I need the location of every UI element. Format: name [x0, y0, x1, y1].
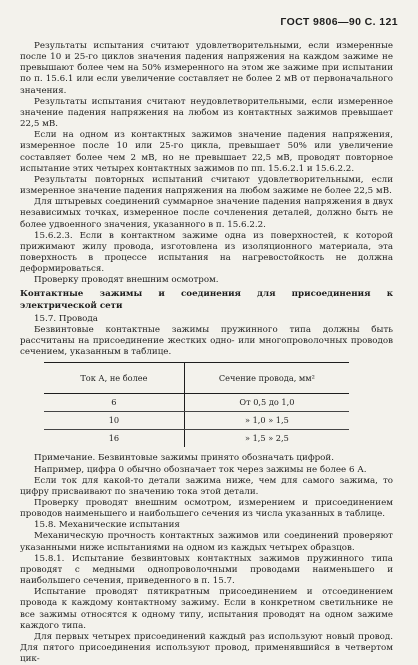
bottom-section: [20, 453, 393, 665]
paragraph: Примечание. Безвинтовые зажимы принято обозначать цифрой.: [34, 453, 334, 464]
table-cell-current: 10: [44, 412, 184, 430]
paragraph: 15.7. Провода: [34, 313, 98, 324]
document-body: [20, 41, 393, 665]
table-cell-section: От 0,5 до 1,0: [184, 394, 349, 412]
table-cell-section: » 1,5 » 2,5: [244, 433, 289, 444]
table-cell-current: 16: [44, 430, 184, 448]
paragraph: 15.8. Механические испытания: [34, 520, 180, 531]
table-row: [44, 412, 349, 430]
paragraph: Результаты испытания считают неудовлетворительными, если измеренное значение падения напряжения на любом из контактных зажимов превышает 22,5 мВ.: [20, 96, 393, 130]
table-header-current: Ток А, не более: [44, 363, 184, 394]
paragraph: Безвинтовые контактные зажимы пружинного типа должны быть рассчитаны на присоединение жестких одно- или многопроволочных проводов сечением, указанным в таблице.: [20, 324, 393, 358]
paragraph: Испытание проводят пятикратным присоединением и отсоединением провода к каждому контактному зажиму. Если в конкретном светильнике не все зажимы относятся к одному типу, испытания проводят на одном зажиме каждого типа.: [20, 587, 393, 631]
paragraph: Механическую прочность контактных зажимов или соединений проверяют указанными ниже испытаниями на одном из каждых четырех образцов.: [20, 531, 393, 553]
page-header: ГОСТ 9806—90 С. 121: [280, 16, 398, 28]
table-header-section: Сечение провода, мм²: [184, 363, 349, 394]
table-cell-current: 6: [44, 394, 184, 412]
wire-section-table: [44, 362, 349, 447]
paragraph: Если на одном из контактных зажимов значение падения напряжения, измеренное после 10 или 25-го цикла, превышает 50% или увеличение составляет более чем 2 мВ, но не превышает 22,5 мВ, проводят повторное испытание этих четырех контактных зажимов по пп. 15.6.2.1 и 15.6.2.2.: [20, 130, 393, 174]
table-row: [44, 394, 349, 412]
paragraph: Результаты испытания считают удовлетворительными, если измеренные после 10 и 25-го циклов значения падения напряжения на каждом зажиме не превышают более чем на 50% измеренного на этом же зажиме при испытании по п. 15.6.1 или если увеличение составляет не более 2 мВ от первоначального значения.: [20, 41, 393, 96]
table-header-row: [44, 363, 349, 394]
paragraph: Если ток для какой-то детали зажима ниже, чем для самого зажима, то цифру присваивают по значению тока этой детали.: [20, 475, 393, 497]
paragraph: Для штыревых соединений суммарное значение падения напряжения в двух независимых точках, измеренное после сочленения деталей, должно быть не более удвоенного значения, указанного в п. 15.6.2.2.: [20, 197, 393, 230]
paragraph: 15.6.2.3. Если в контактном зажиме одна из поверхностей, к которой прижимают жилу провода, изготовлена из изоляционного материала, эта поверхность в процессе испытания на нагревостойкость не должна деформироваться.: [20, 230, 393, 275]
top-section: [20, 41, 393, 358]
paragraph: Проверку проводят внешним осмотром, измерением и присоединением проводов наименьшего и наибольшего сечения из числа указанных в таблице.: [20, 498, 393, 520]
table-cell-section: » 1,0 » 1,5: [184, 412, 349, 430]
paragraph: Для первых четырех присоединений каждый раз используют новый провод. Для пятого присоединения используют провод, применявшийся в четвертом цик-: [20, 631, 393, 665]
paragraph: Проверку проводят внешним осмотром.: [34, 275, 219, 286]
paragraph: Результаты повторных испытаний считают удовлетворительными, если измеренное значение падения напряжения на любом зажиме не более 22,5 мВ.: [20, 174, 393, 197]
paragraph: 15.8.1. Испытание безвинтовых контактных зажимов пружинного типа проводят с медными однопроволочными проводами наименьшего и наибольшего сечения, приведенного в п. 15.7.: [20, 553, 393, 587]
section-heading: Контактные зажимы и соединения для присоединения к электрической сети: [20, 289, 393, 311]
table-row: [44, 430, 349, 448]
paragraph: Например, цифра 0 обычно обозначает ток через зажимы не более 6 А.: [34, 464, 367, 475]
